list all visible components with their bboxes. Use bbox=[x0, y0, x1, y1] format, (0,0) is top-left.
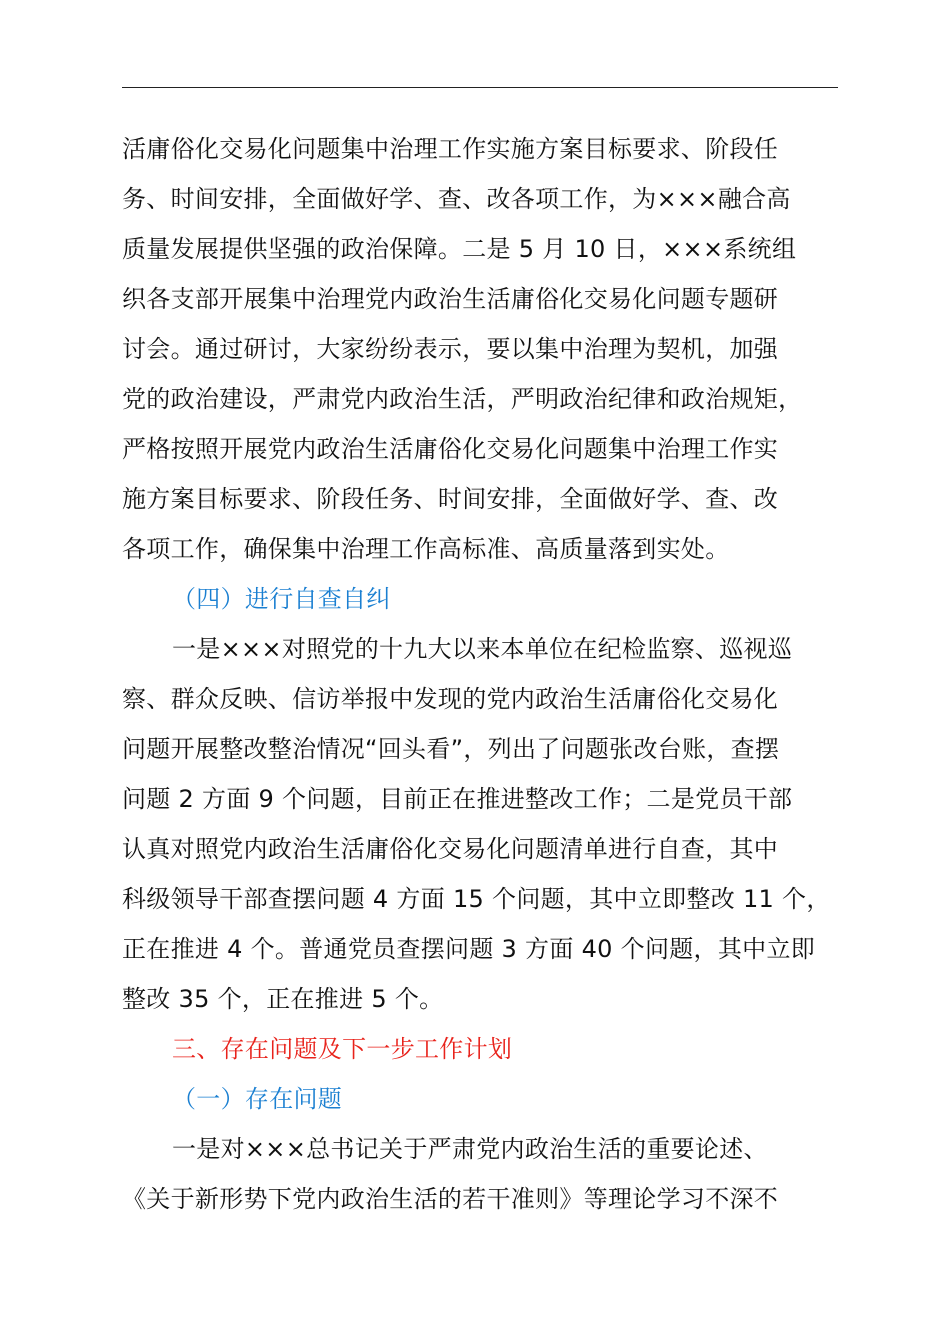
paragraph-line: 讨会。通过研讨，大家纷纷表示，要以集中治理为契机，加强 bbox=[122, 335, 779, 363]
paragraph-line: 质量发展提供坚强的政治保障。二是 5 月 10 日，×××系统组 bbox=[122, 235, 797, 263]
paragraph-line: 严格按照开展党内政治生活庸俗化交易化问题集中治理工作实 bbox=[122, 435, 779, 463]
document-body bbox=[122, 124, 838, 1224]
paragraph-line: 问题开展整改整治情况“回头看”，列出了问题张改台账，查摆 bbox=[122, 735, 780, 763]
paragraph-line: 问题 2 方面 9 个问题，目前正在推进整改工作；二是党员干部 bbox=[122, 785, 793, 813]
paragraph-line: 一是×××对照党的十九大以来本单位在纪检监察、巡视巡 bbox=[172, 635, 793, 663]
paragraph-line: 科级领导干部查摆问题 4 方面 15 个问题，其中立即整改 11 个， bbox=[122, 885, 831, 913]
subsection-heading-one: （一）存在问题 bbox=[172, 1085, 343, 1113]
paragraph-line: 各项工作，确保集中治理工作高标准、高质量落到实处。 bbox=[122, 535, 730, 563]
paragraph-line: 整改 35 个，正在推进 5 个。 bbox=[122, 985, 444, 1013]
paragraph-line: 党的政治建设，严肃党内政治生活，严明政治纪律和政治规矩， bbox=[122, 385, 803, 413]
paragraph-line: 务、时间安排，全面做好学、查、改各项工作，为×××融合高 bbox=[122, 185, 791, 213]
subsection-heading-four: （四）进行自查自纠 bbox=[172, 585, 391, 613]
paragraph-line: 察、群众反映、信访举报中发现的党内政治生活庸俗化交易化 bbox=[122, 685, 779, 713]
paragraph-line: 《关于新形势下党内政治生活的若干准则》等理论学习不深不 bbox=[122, 1185, 779, 1213]
paragraph-line: 认真对照党内政治生活庸俗化交易化问题清单进行自查，其中 bbox=[122, 835, 779, 863]
section-heading-three: 三、存在问题及下一步工作计划 bbox=[172, 1035, 513, 1063]
paragraph-line: 活庸俗化交易化问题集中治理工作实施方案目标要求、阶段任 bbox=[122, 135, 779, 163]
paragraph-line: 正在推进 4 个。普通党员查摆问题 3 方面 40 个问题，其中立即 bbox=[122, 935, 816, 963]
paragraph-line: 织各支部开展集中治理党内政治生活庸俗化交易化问题专题研 bbox=[122, 285, 779, 313]
header-rule bbox=[122, 87, 838, 88]
paragraph-line: 施方案目标要求、阶段任务、时间安排，全面做好学、查、改 bbox=[122, 485, 779, 513]
paragraph-line: 一是对×××总书记关于严肃党内政治生活的重要论述、 bbox=[172, 1135, 768, 1163]
